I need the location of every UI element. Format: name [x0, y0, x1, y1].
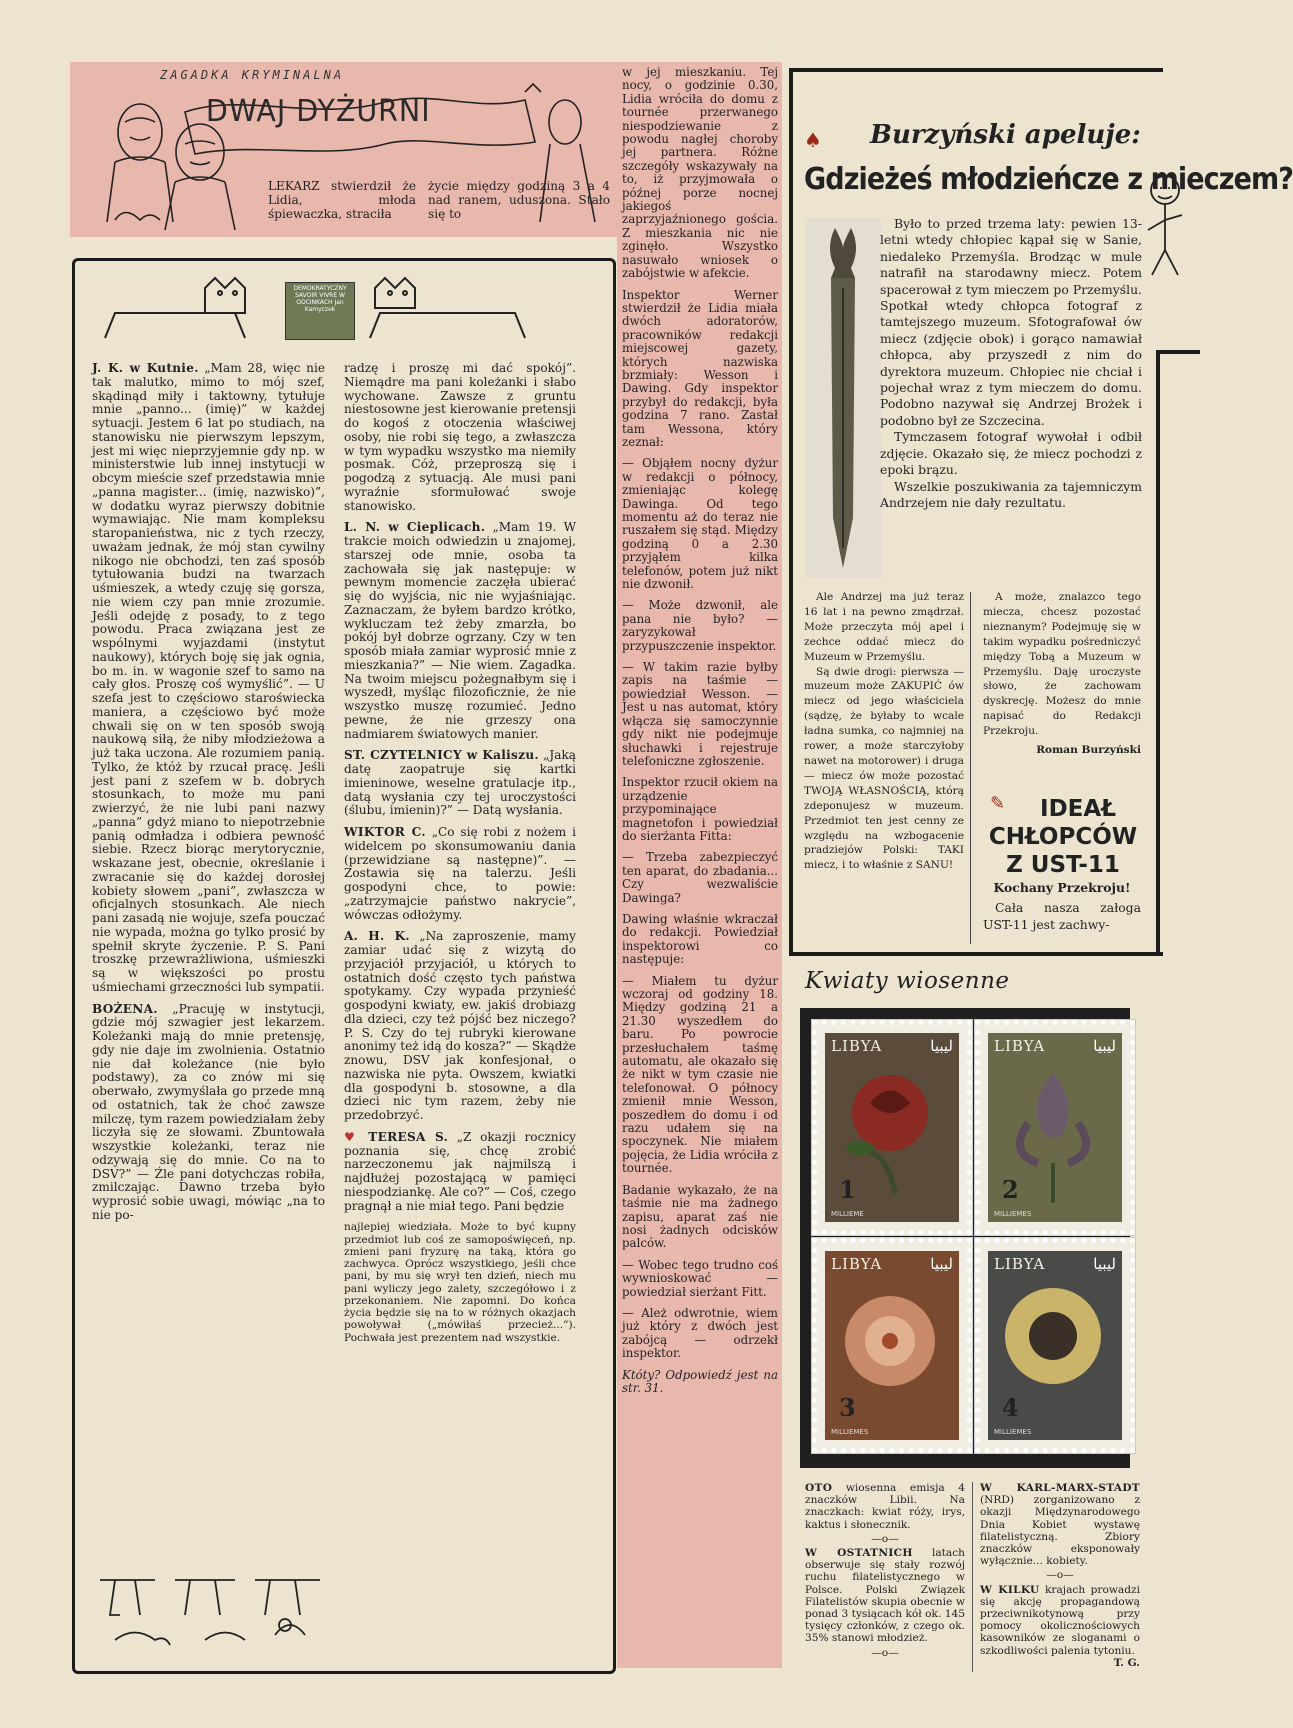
stamps-separator-3: —o— [1046, 1569, 1074, 1582]
letter-5-body: „Co się robi z nożem i widelcem po skonsumowaniu dania (przewidziane są następne)”. — Zostawia się na talerzu. Jeśli gospodyni chce, to powie: „zatrzymajcie państwo nakrycie”, wówczas odłożymy. [344, 825, 576, 922]
burzynski-hand-icon: ♠ [804, 128, 822, 152]
stamps-note-2-lead: W OSTATNICH [805, 1547, 913, 1560]
burzynski-p1: Było to przed trzema laty: pewien 13-letni wtedy chłopiec kąpał się w Sanie, niedaleko Przemyśla. Brodząc w mule natrafił na starodawny miecz. Potem spacerował z tym mieczem po Przemyślu. Spotkał wtedy chłopca fotograf z tamtejszego muzeum. Sfotografował ów miecz (zdjęcie obok) i gorąco namawiał chłopca, aby przyszedł z nim do dyrektora muzeum. Chłopiec nie chciał i pojechał wraz z tym mieczem do domu. Podobno nazywał się Andrzej Brożek i podobno był ze Szczecina. [880, 216, 1142, 428]
mystery-p6: Inspektor rzucił okiem na urządzenie przypominające magnetofon i powiedział do sierżanta Fitta: [622, 775, 778, 843]
stick-figure-icon [1140, 170, 1190, 280]
ideal-text: Cała nasza załoga UST-11 jest zachwy- [983, 900, 1141, 932]
mystery-p4: — Może dzwonił, ale pana nie było? — zaryzykował przypuszczenie inspektor. [622, 598, 778, 653]
letter-1-author: J. K. w Kutnie. [92, 361, 199, 375]
stamps-note-3: (NRD) zorganizowano z okazji Międzynarodowego Dnia Kobiet wystawę filatelistyczną. Zbiory znaczków eksponowały wyłącznie... kobiety. [980, 1494, 1140, 1568]
mystery-kicker: ZAGADKA KRYMINALNA [160, 68, 345, 82]
stamp-country: LIBYA [994, 1255, 1046, 1273]
mystery-column-text [622, 66, 778, 1403]
letter-2-continued: radzę i proszę mi dać spokój”. Niemądre ma pani koleżanki i słabo wychowane. Zawsze z gruntu niestosowne jest kierowanie pretensji do kogoś z otoczenia właściwej osoby, nie robi się tego, a zwłaszcza w tym wypadku wszystko ma niemiły posmak. Cóż, przeproszą się i pogodzą z sytuacją. Ale musi pani wyraźnie sformułować swoje stanowisko. [344, 361, 576, 513]
frame-right-vertical [1156, 350, 1160, 952]
stamp-value: 2 [1002, 1175, 1019, 1204]
mystery-title: DWAJ DYŻURNI [205, 94, 431, 129]
mystery-lead-1: LEKARZ stwierdził że Lidia, młoda śpiewaczka, straciła [268, 179, 416, 221]
stamp-country-arabic: ليبيا [1093, 1037, 1116, 1055]
letters-col-2 [344, 362, 576, 1352]
burzynski-right-p1: A może, znalazco tego miecza, chcesz pozostać nieznanym? Podejmuję się w takim wypadku pośredniczyć między Tobą a Muzeum w Przemyślu. Daję uroczyste słowo, że zachowam dyskrecję. Możesz do mnie napisać do Redakcji Przekroju. [983, 591, 1141, 738]
ideal-title [983, 795, 1143, 879]
stamp-unit: MILLIEMES [994, 1428, 1032, 1436]
burzynski-right-small [983, 590, 1141, 758]
stamp-value: 3 [839, 1393, 856, 1422]
mystery-p9: — Miałem tu dyżur wczoraj od godziny 18. Między godziną 21 a 21.30 wyszedłem do baru. Po powrocie przesłuchałem taśmę automatu, ale okazało się że nikt w tym czasie nie telefonował. O północy zmienił mnie Wesson, poszedłem do domu i od razu udałem się na spoczynek. Nie miałem pojęcia, że Lidia wróciła z tournée. [622, 973, 778, 1176]
savoir-vivre-logo-text: DEMOKRATYCZNY SAVOIR VIVRE W ODCINKACH Jan Kamyczek [293, 285, 347, 313]
letter-6-author: A. H. K. [344, 929, 410, 944]
heart-icon: ♥ [344, 1129, 360, 1144]
burzynski-body [880, 216, 1142, 511]
letters-footer-illustration [95, 1570, 325, 1660]
stamp-unit: MILLIEMES [994, 1210, 1032, 1218]
stamp-cactus [812, 1238, 972, 1453]
letter-7-body: „Z okazji rocznicy poznania się, chcę zrobić narzeczonemu jak najmilszą i najdłużej pozostającą w pamięci niespodziankę. Ale co?” — Coś, czego pragnął a nie miał tego. Pani będzie [344, 1129, 576, 1213]
letters-col-1 [92, 362, 325, 1231]
mystery-p8: Dawing właśnie wkraczał do redakcji. Powiedział inspektorowi co następuje: [622, 911, 778, 967]
ideal-title-2: CHŁOPCÓW [988, 824, 1138, 850]
stamp-image [988, 1033, 1122, 1222]
letter-3-author: L. N. w Cieplicach. [344, 520, 486, 535]
letter-1-body: „Mam 28, więc nie tak malutko, mimo to mój szef, skądinąd miły i taktowny, tytułuje mnie „panno... (imię)” w każdej sytuacji. Jestem 6 lat po studiach, na stanowisku nie pierwszym lepszym, jest mi więc nieprzyjemnie gdy np. w ministerstwie lub innej instytucji w obcym mieście szef przedstawia mnie „panna magister... (imię, nazwisko)”, w dodatku wyraz pierwszy dobitnie wymawiając. Nie mam kompleksu staropanieństwa, nic z tych rzeczy, uważam jednak, że mój stan cywilny nikogo nie obchodzi, ten zaś sposób tytułowania budzi na twarzach uśmieszek, a wtedy czuję się gorsza, nie wiem czy pan mnie zrozumie. Jeśli odejdę z posady, to z tego powodu. Praca związana jest ze wspólnymi wyjazdami (instytut naukowy), których boję się jak ognia, bo m. in. w wagonie szef to samo na cały głos. Proszę coś wymyślić”. — U szefa jest to częściowo staroświecka maniera, a częściowo być może chwali się on w ten sposób swoją naukową siłą, że niby młodzieżowa a już taka uczona. Ale rozumiem panią. Tylko, że któż by rzucał pracę. Jeśli jest pani z szefem w b. dobrych stosunkach, to może mu pani zwierzyć, że nie lubi pani nazwy „panna” gdyż miano to niepotrzebnie panią odmładza i odbiera pewność siebie. Rzecz biorąc merytorycznie, wskazane jest, obecnie, określanie i zwracanie się do każdej dorosłej kobiety słowem „pani”, zwłaszcza w oficjalnych stosunkach. Ale niech pani zasadą nie wojuje, szefa pouczać nie wypada, można go tylko prosić by spełnił skryte życzenie. P. S. Pani troszkę przewrażliwiona, uśmieszki są w większości po prostu uśmiechami grzeczności lub sympatii. [92, 361, 325, 994]
letter-7-small: najlepiej wiedziała. Może to być kupny przedmiot lub coś ze samopoświęceń, np. zmieni pani fryzurę na taką, która go zachwyca. Oprócz wszystkiego, jeśli chce pani, by mu się wrył ten dzień, niech mu pani wyliczy jego zalety, szczegółowo i z przekonaniem. Nie zapomni. Do końca życia będzie się na to w różnych okazjach powoływał („mówiłaś przecież...”). Pochwała jest prezentem nad wszystkie. [344, 1221, 576, 1344]
mystery-lead-2: życie między godziną 3 a 4 nad ranem, uduszona. Stało się to [428, 179, 610, 221]
mystery-p2: Inspektor Werner stwierdził że Lidia miała dwóch adoratorów, pracowników redakcji miejscowej gazety, których nazwiska brzmiały: Wesson i Dawing. Gdy inspektor przybył do redakcji, była godzina 7 rano. Zastał tam Wessona, który zeznał: [622, 287, 778, 449]
stamps-note-4: krajach prowadzi się akcję propagandową przeciwnikotynową przy pomocy okolicznościowych kasowników ze sloganami o szkodliwości palenia tytoniu. [980, 1583, 1140, 1657]
stamp-country: LIBYA [831, 1255, 883, 1273]
mystery-p12: — Ależ odwrotnie, wiem już który z dwóch jest zabójcą — odrzekł inspektor. [622, 1305, 778, 1361]
stamps-note-2: latach obserwuje się stały rozwój ruchu filatelistycznego w Polsce. Polski Związek Filatelistów skupia obecnie w ponad 3 tysiącach kół ok. 145 tysięcy członków, z czego ok. 35% stanowi młodzież. [805, 1547, 966, 1645]
stamps-notes-divider [972, 1482, 973, 1672]
mystery-footer: Któty? Odpowiedź jest na str. 31. [622, 1367, 778, 1395]
savoir-vivre-logo [285, 282, 355, 340]
stamp-iris [975, 1020, 1135, 1235]
sword-photo [805, 218, 881, 578]
frame-right-edge [1160, 350, 1200, 354]
stamps-notes-col-1 [805, 1482, 965, 1659]
burzynski-left-small [804, 590, 964, 873]
letter-2-body: „Pracuję w instytucji, gdzie mój szwagier jest lekarzem. Koleżanki mają do mnie pretensję, gdy nie daje im zwolnienia. Ostatnio nie dał koleżance (nie było podstawy), za co znów mi się oberwało, zwymyślała go przede mną od ostatnich, tak że choć zawsze milczę, tym razem powiedziałam żeby liczyła się ze słowami. Zbuntowała wszystkie koleżanki, teraz nie odzywają się do mnie. Co na to DSV?” — Źle pani dotychczas robiła, zmilczając. Dawno trzeba było wyprosić sobie uwagi, mówiąc „na to nie po- [92, 1001, 325, 1222]
burzynski-title-1: Burzyński apeluje: [870, 120, 1141, 150]
burzynski-title-2: Gdzieżeś młodzieńcze z mieczem? [804, 162, 1293, 197]
stamp-image [825, 1251, 959, 1440]
stamp-value: 1 [839, 1175, 856, 1204]
stamp-country: LIBYA [994, 1037, 1046, 1055]
stamps-separator-1: —o— [871, 1532, 899, 1545]
burzynski-divider [970, 592, 971, 944]
stamp-value: 4 [1002, 1393, 1019, 1422]
letter-6-body: „Na zaproszenie, mamy zamiar udać się z wizytą do przyjaciół przyjaciół, u których to ostatnich dość często tych państwa spotykamy. Czy wypada przynieść gospodyni kwiaty, ew. jakiś drobiazg dla dzieci, czy też pójść bez niczego? P. S. Czy do tej rubryki kierowane anonimy też idą do kosza?” — Skądże znowu, DSV jak konfesjonał, o nazwiska nie pyta. Owszem, kwiatki dla gospodyni b. stosowne, a dla dzieci nic tym razem, żeby nie przedobrzyć. [344, 929, 576, 1122]
stamp-country: LIBYA [831, 1037, 883, 1055]
stamps-section-title: Kwiaty wiosenne [805, 968, 1010, 994]
ideal-logo-icon: ✎ [990, 793, 1006, 814]
mystery-p7: — Trzeba zabezpieczyć ten aparat, do zbadania... Czy wezwaliście Dawinga? [622, 850, 778, 905]
stamps-separator-2: —o— [871, 1646, 899, 1659]
letter-2-author: BOŻENA. [92, 1001, 158, 1016]
stamps-note-1-lead: OTO [805, 1482, 833, 1494]
ideal-title-3: Z UST-11 [1006, 852, 1120, 878]
stamp-unit: MILLIEMES [831, 1428, 869, 1436]
stamp-country-arabic: ليبيا [930, 1037, 953, 1055]
stamps-signature: T. G. [1113, 1656, 1140, 1669]
letter-5-author: WIKTOR C. [344, 825, 426, 839]
ideal-greeting: Kochany Przekroju! [993, 880, 1131, 895]
stamps-notes-col-2 [980, 1482, 1140, 1669]
stamp-image [825, 1033, 959, 1222]
stamps-note-4-lead: W KILKU [980, 1583, 1040, 1596]
stamp-unit: MILLIEME [831, 1210, 864, 1218]
letter-4-body: „Jaką datę zaopatruje się kartki imieninowe, weselne gratulacje itp., datą wysłania czy tej uroczystości (ślubu, imienin)?” — Datą wysłania. [344, 748, 576, 818]
stamp-rose [812, 1020, 972, 1235]
mystery-p1: w jej mieszkaniu. Tej nocy, o godzinie 0.30, Lidia wróciła do domu z tournée przerwanego niespodziewanie z powodu nagłej choroby jej partnera. Różne szczegóły wskazywały na to, iż przyjmowała o późnej porze nocnej jakiegoś zaprzyjaźnionego gościa. Z mieszkania nic nie zginęło. Wszystko nasuwało wniosek o zabójstwie w afekcie. [622, 65, 778, 281]
mystery-p10: Badanie wykazało, że na taśmie nie ma żadnego zapisu, aparat zaś nie nosi żadnych odcisków palców. [622, 1182, 778, 1251]
mystery-p11: — Wobec tego trudno coś wywnioskować — powiedział sierżant Fitt. [622, 1257, 778, 1299]
stamp-sunflower [975, 1238, 1135, 1453]
mystery-p3: — Objąłem nocny dyżur w redakcji o północy, zmieniając kolegę Dawinga. Od tego momentu aż do teraz nie ruszałem się stąd. Między godziną 0 a 2.30 przyjąłem kilka telefonów, potem już nikt nie dzwonił. [622, 456, 778, 592]
burzynski-p3: Wszelkie poszukiwania za tajemniczym Andrzejem nie dały rezultatu. [880, 478, 1142, 510]
letter-4-author: ST. CZYTELNICY w Kaliszu. [344, 748, 539, 763]
letter-3-body: „Mam 19. W trakcie moich odwiedzin u znajomej, starszej ode mnie, osoba ta zachowała się jak następuje: w pewnym momencie zaczęła ubierać się do wyjścia, nic nie wyjaśniając. Zaznaczam, że byłem bardzo krótko, wykluczam też żeby zmarzła, bo pokój był dobrze ogrzany. Czy w ten sposób miała zamiar wyprosić mnie z mieszkania?” — Nie wiem. Zagadka. Na twoim miejscu pożegnałbym się i wyszedł, myśląc filozoficznie, że nie wszystko muszę rozumieć. Jedno pewne, że nie grzeszy ona nadmiarem światowych manier. [344, 520, 576, 741]
burzynski-left-p1: Ale Andrzej ma już teraz 16 lat i na pewno zmądrzał. Może przeczyta mój apel i zechce oddać miecz do Muzeum w Przemyślu. [804, 591, 964, 663]
stamp-country-arabic: ليبيا [1093, 1255, 1116, 1273]
stamps-note-3-lead: W KARL-MARX-STADT [980, 1482, 1140, 1494]
stamp-country-arabic: ليبيا [930, 1255, 953, 1273]
mystery-p5: — W takim razie byłby zapis na taśmie — powiedział Wesson. — Jest u nas automat, który włącza się samoczynnie gdy nikt nie podejmuje słuchawki i rejestruje telefoniczne zgłoszenie. [622, 660, 778, 768]
stamps-note-1: wiosenna emisja 4 znaczków Libii. Na znaczkach: kwiat róży, irys, kaktus i słonecznik. [805, 1482, 965, 1531]
stamp-image [988, 1251, 1122, 1440]
burzynski-left-p2: Są dwie drogi: pierwsza — muzeum może ZAKUPIĆ ów miecz od jego właściciela (sądzę, że byłaby to wcale ładna sumka, co najmniej na rower, a może starczyłoby nawet na motorower) i druga — miecz ów może pozostać TWOJĄ WŁASNOŚCIĄ, którą zdeponujesz w muzeum. Przedmiot ten jest cenny ze względu na wzbogacenie pradziejów Polski: TAKI miecz, i to właśnie z SANU! [804, 665, 964, 872]
burzynski-p2: Tymczasem fotograf wywołał i odbił zdjęcie. Okazało się, że miecz pochodzi z epoki brązu. [880, 429, 1142, 478]
sword-icon [805, 218, 881, 578]
ideal-title-1: IDEAŁ [1040, 796, 1116, 822]
letter-7-author: TERESA S. [368, 1129, 449, 1144]
ideal-body [983, 880, 1141, 933]
burzynski-signature: Roman Burzyński [1036, 744, 1141, 757]
